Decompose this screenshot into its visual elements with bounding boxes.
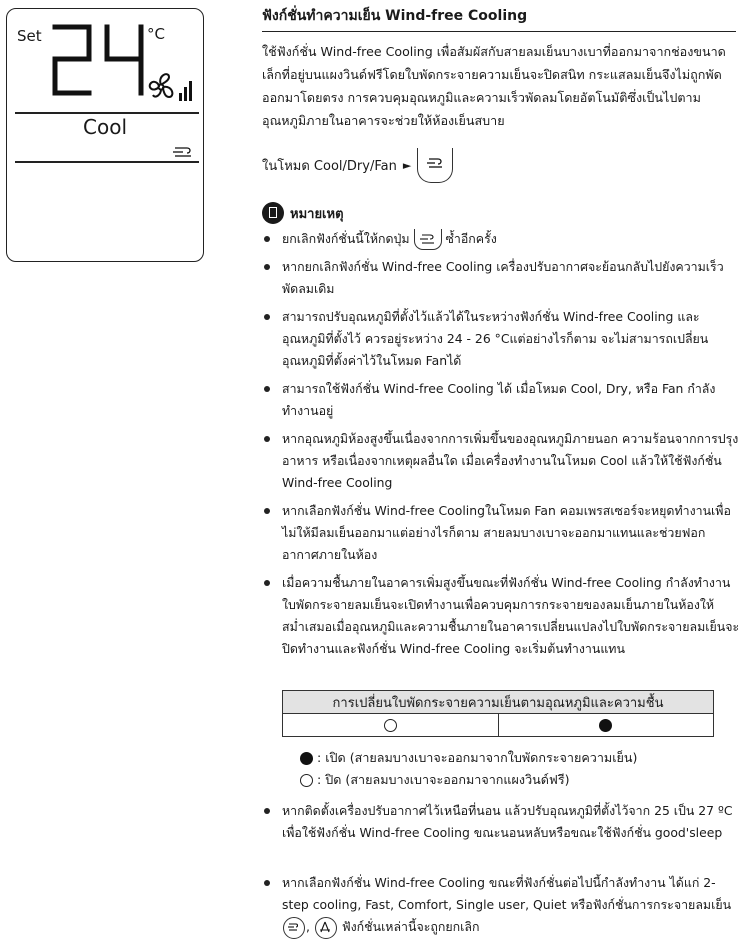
- degree-unit: °C: [147, 25, 165, 43]
- wind-direction-button-icon: [283, 917, 305, 939]
- legend-text: : เปิด (สายลมบางเบาจะออกมาจากใบพัดกระจายความเย็น): [317, 750, 638, 765]
- note-text: ยกเลิกฟังก์ชั่นนี้ให้กดปุ่ม: [282, 231, 410, 246]
- note-item: [262, 500, 740, 566]
- note-text: ,: [306, 919, 310, 934]
- table-header: การเปลี่ยนใบพัดกระจายความเย็นตามอุณหภูมิและความชื้น: [283, 691, 714, 714]
- note-item: [262, 228, 740, 250]
- note-text: หากติดตั้งเครื่องปรับอากาศไว้เหนือที่นอน แล้วปรับอุณหภูมิที่ตั้งไว้จาก 25 เป็น 27 ºC เพื่อใช้ฟังก์ชั่น Wind-free Cooling ขณะนอนหลับหรือขณะใช้ฟังก์ชั่น good'sleep: [282, 803, 733, 840]
- note-text: ฟังก์ชั่นเหล่านี้จะถูกยกเลิก: [341, 919, 480, 934]
- bullet-icon: [264, 808, 270, 814]
- table-cell-open: [498, 714, 714, 737]
- note-heading-text: หมายเหตุ: [290, 206, 344, 222]
- legend-open: [300, 748, 637, 768]
- fan-speed-icon: [147, 69, 195, 109]
- bullet-icon: [264, 436, 270, 442]
- section-title: ฟังก์ชั่นทำความเย็น Wind-free Cooling: [262, 6, 736, 32]
- seven-segment-digits: [51, 23, 147, 99]
- mode-line-text: ในโหมด Cool/Dry/Fan: [262, 159, 397, 174]
- bullet-icon: [264, 264, 270, 270]
- note-icon: [262, 202, 284, 224]
- mode-instruction: [262, 148, 453, 183]
- wind-free-button-icon: [414, 229, 442, 250]
- note-item: [262, 872, 740, 939]
- intro-paragraph: ใช้ฟังก์ชั่น Wind-free Cooling เพื่อสัมผัสกับสายลมเย็นบางเบาที่ออกมาจากช่องขนาดเล็กที่อยู่บนแผงวินด์ฟรีโดยใบพัดกระจายความเย็นจะปิดสนิท กระแสลมเย็นจึงไม่ถูกพัดออกมาโดยตรง การควบคุมอุณหภูมิและความเร็วพัดลมโดยอัตโนมัติซึ่งเป็นไปตามอุณหภูมิภายในอาคารจะช่วยให้ห้องเย็นสบาย: [262, 44, 726, 128]
- note-text: เมื่อความชื้นภายในอาคารเพิ่มสูงขึ้นขณะที่ฟังก์ชั่น Wind-free Cooling กำลังทำงานใบพัดกระจายลมเย็นจะเปิดทำงานเพื่อควบคุมการกระจายของลมเย็นภายในห้องให้สม่ำเสมอเมื่ออุณหภูมิและความชื้นภายในอาคารเปลี่ยนแปลงไปใบพัดกระจายลมเย็นจะปิดทำงานและฟังก์ชั่น Wind-free Cooling จะเริ่มต้นทำงานแทน: [282, 575, 740, 656]
- note-text: สามารถปรับอุณหภูมิที่ตั้งไว้แล้วได้ในระหว่างฟังก์ชั่น Wind-free Cooling และอุณหภูมิที่ตั้งไว้ ควรอยู่ระหว่าง 24 - 26 °Cแต่อย่างไรก็ตาม จะไม่สามารถเปลี่ยนอุณหภูมิที่ตั้งค่าไว้ในโหมด Fanได้: [282, 309, 709, 368]
- note-item: [262, 572, 740, 660]
- bullet-icon: [264, 236, 270, 242]
- note-text: หากเลือกฟังก์ชั่น Wind-free Coolingในโหมด Fan คอมเพรสเซอร์จะหยุดทำงานเพื่อไม่ให้มีลมเย็นออกมาแต่อย่างไรก็ตาม สายลมบางเบาจะออกมาแทนและช่วยฟอกอากาศภายในห้อง: [282, 503, 731, 562]
- bullet-icon: [264, 580, 270, 586]
- note-item: [262, 256, 740, 300]
- filled-circle-icon: [599, 719, 612, 732]
- blade-change-table: [282, 690, 714, 737]
- legend-closed: [300, 770, 570, 790]
- table-cell-closed: [283, 714, 499, 737]
- wind-free-button-icon: [417, 148, 453, 183]
- note-heading: [262, 202, 344, 224]
- bullet-icon: [264, 880, 270, 886]
- note-item: [262, 428, 740, 494]
- note-text: สามารถใช้ฟังก์ชั่น Wind-free Cooling ได้ เมื่อโหมด Cool, Dry, หรือ Fan กำลังทำงานอยู่: [282, 381, 716, 418]
- display-divider: [15, 161, 199, 163]
- arrow-icon: ►: [402, 159, 412, 172]
- note-text: หากยกเลิกฟังก์ชั่น Wind-free Cooling เครื่องปรับอากาศจะย้อนกลับไปยังความเร็วพัดลมเดิม: [282, 259, 724, 296]
- note-item: [262, 800, 740, 844]
- note-text: ซ้ำอีกครั้ง: [445, 231, 497, 246]
- legend-text: : ปิด (สายลมบางเบาจะออกมาจากแผงวินด์ฟรี): [317, 772, 570, 787]
- air-spread-button-icon: [315, 917, 337, 939]
- note-item: [262, 378, 740, 422]
- temperature-display: [51, 23, 147, 103]
- bullet-icon: [264, 314, 270, 320]
- mode-label: Cool: [83, 115, 127, 139]
- display-divider: [15, 112, 199, 114]
- open-circle-icon: [300, 774, 313, 787]
- bullet-icon: [264, 508, 270, 514]
- set-label: Set: [17, 27, 42, 45]
- filled-circle-icon: [300, 752, 313, 765]
- open-circle-icon: [384, 719, 397, 732]
- note-text: หากเลือกฟังก์ชั่น Wind-free Cooling ขณะที่ฟังก์ชั่นต่อไปนี้กำลังทำงาน ได้แก่ 2-step cooling, Fast, Comfort, Single user, Quiet หรือฟังก์ชั่นการกระจายลมเย็น: [282, 875, 732, 912]
- remote-display: [6, 8, 204, 262]
- bullet-icon: [264, 386, 270, 392]
- note-text: หากอุณหภูมิห้องสูงขึ้นเนื่องจากการเพิ่มขึ้นของอุณหภูมิภายนอก ความร้อนจากการปรุงอาหาร หรือเนื่องจากเหตุผลอื่นใด เมื่อเครื่องทำงานในโหมด Cool แล้วให้ใช้ฟังก์ชั่น Wind-free Cooling: [282, 431, 739, 490]
- note-item: [262, 306, 740, 372]
